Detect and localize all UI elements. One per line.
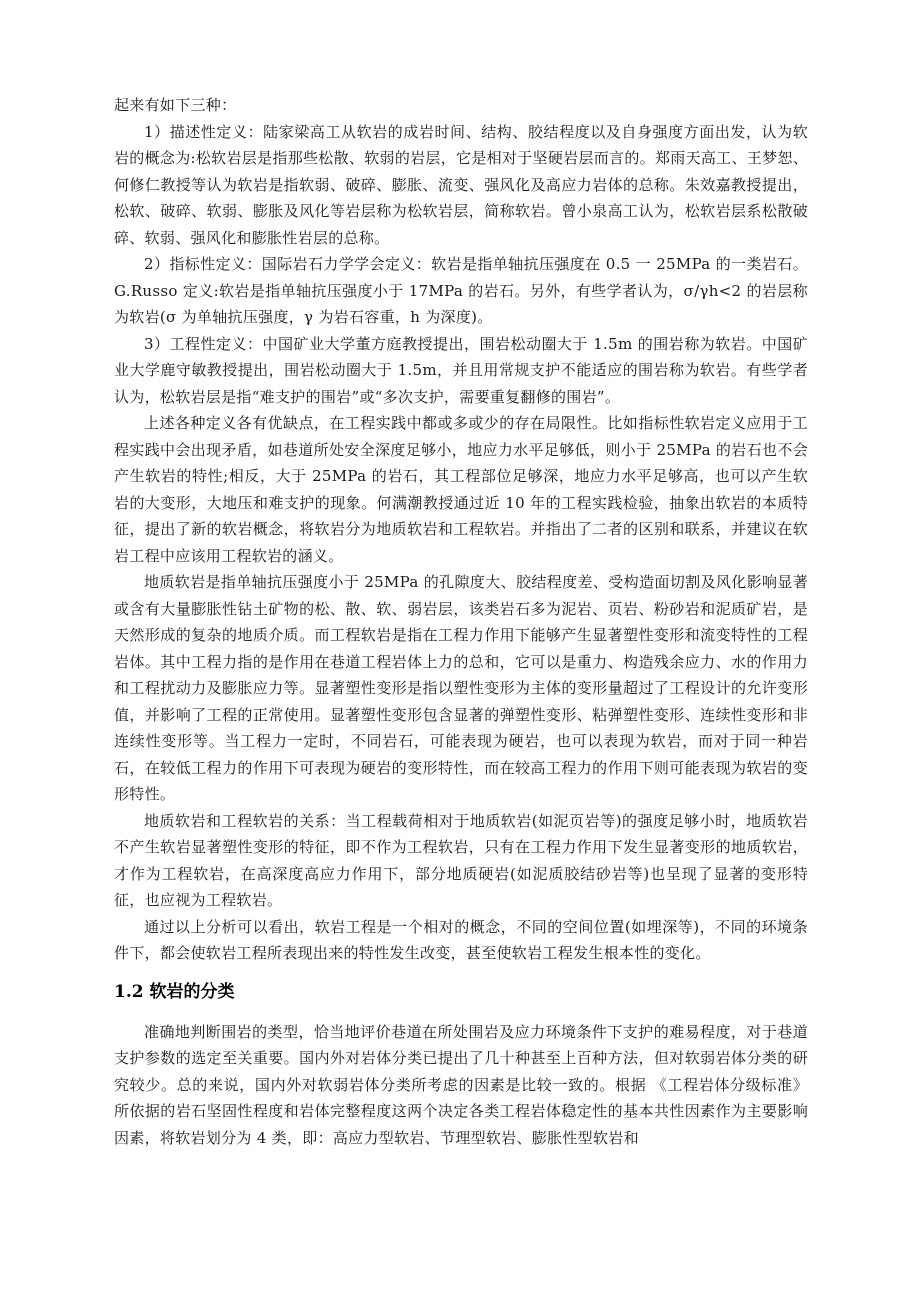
paragraph-summary: 通过以上分析可以看出，软岩工程是一个相对的概念，不同的空间位置(如埋深等)，不同的环境条件下，都会使软岩工程所表现出来的特性发生改变，甚至使软岩工程发生根本性的变化。 [114,917,808,962]
paragraph-descriptive-definition: 1）描述性定义：陆家梁高工从软岩的成岩时间、结构、胶结程度以及自身强度方面出发，认为软岩的概念为:松软岩层是指那些松散、软弱的岩层，它是相对于坚硬岩层而言的。郑雨天高工、王梦恕、何修仁教授等认为软岩是指软弱、破碎、膨胀、流变、强风化及高应力岩体的总称。朱效嘉教授提出，松软、破碎、软弱、膨胀及风化等岩层称为松软岩层，简称软岩。曾小泉高工认为，松软岩层系松散破碎、软弱、强风化和膨胀性岩层的总称。 [114,122,808,247]
paragraph-engineering-definition: 3）工程性定义：中国矿业大学董方庭教授提出，围岩松动圈大于 1.5m 的围岩称为软岩。中国矿业大学鹿守敏教授提出，围岩松动圈大于 1.5m，并且用常规支护不能适应的围岩称为软岩。有些学者认为，松软岩层是指“难支护的围岩”或“多次支护，需要重复翻修的围岩”。 [114,334,808,406]
section-heading: 1.2 软岩的分类 [114,981,235,1002]
intro-line: 起来有如下三种： [114,96,237,114]
paragraph-definitions-comparison: 上述各种定义各有优缺点，在工程实践中都或多或少的存在局限性。比如指标性软岩定义应用于工程实践中会出现矛盾，如巷道所处安全深度足够小，地应力水平足够低，则小于 25MPa 的岩石也不会产生软岩的特性;相反，大于 25MPa 的岩石，其工程部位足够深，地应力水平足够高，也可以产生软岩的大变形，大地压和难支护的现象。何满潮教授通过近 10 年的工程实践检验，抽象出软岩的本质特征，提出了新的软岩概念，将软岩分为地质软岩和工程软岩。并指出了二者的区别和联系，并建议在软岩工程中应该用工程软岩的涵义。 [114,414,808,565]
paragraph-index-definition: 2）指标性定义：国际岩石力学学会定义：软岩是指单轴抗压强度在 0.5 一 25MPa 的一类岩石。G.Russo 定义:软岩是指单轴抗压强度小于 17MPa 的岩石。另外，有些学者认为，σ/γh<2 的岩层称为软岩(σ 为单轴抗压强度，γ 为岩石容重，h 为深度)。 [114,255,808,326]
paragraph-relationship: 地质软岩和工程软岩的关系：当工程载荷相对于地质软岩(如泥页岩等)的强度足够小时，地质软岩不产生软岩显著塑性变形的特征，即不作为工程软岩，只有在工程力作用下发生显著变形的地质软岩，才作为工程软岩，在高深度高应力作用下，部分地质硬岩(如泥质胶结砂岩等)也呈现了显著的变形特征，也应视为工程软岩。 [114,811,808,909]
document-body [114,92,808,1151]
paragraph-geological-soft-rock: 地质软岩是指单轴抗压强度小于 25MPa 的孔隙度大、胶结程度差、受构造面切割及风化影响显著或含有大量膨胀性钻土矿物的松、散、软、弱岩层，该类岩石多为泥岩、页岩、粉砂岩和泥质矿岩，是天然形成的复杂的地质介质。而工程软岩是指在工程力作用下能够产生显著塑性变形和流变特性的工程岩体。其中工程力指的是作用在巷道工程岩体上力的总和，它可以是重力、构造残余应力、水的作用力和工程扰动力及膨胀应力等。显著塑性变形是指以塑性变形为主体的变形量超过了工程设计的允许变形值，并影响了工程的正常使用。显著塑性变形包含显著的弹塑性变形、粘弹塑性变形、连续性变形和非连续性变形等。当工程力一定时，不同岩石，可能表现为硬岩，也可以表现为软岩，而对于同一种岩石，在较低工程力的作用下可表现为硬岩的变形特性，而在较高工程力的作用下则可能表现为软岩的变形特性。 [114,573,808,803]
paragraph-classification: 准确地判断围岩的类型，恰当地评价巷道在所处围岩及应力环境条件下支护的难易程度，对于巷道支护参数的选定至关重要。国内外对岩体分类已提出了几十种甚至上百种方法，但对软弱岩体分类的研究较少。总的来说，国内外对软弱岩体分类所考虑的因素是比较一致的。根据 《工程岩体分级标准》 所依据的岩石坚固性程度和岩体完整程度这两个决定各类工程岩体稳定性的基本共性因素作为主要影响因素，将软岩划分为 4 类，即：高应力型软岩、节理型软岩、膨胀性型软岩和 [114,1022,808,1147]
